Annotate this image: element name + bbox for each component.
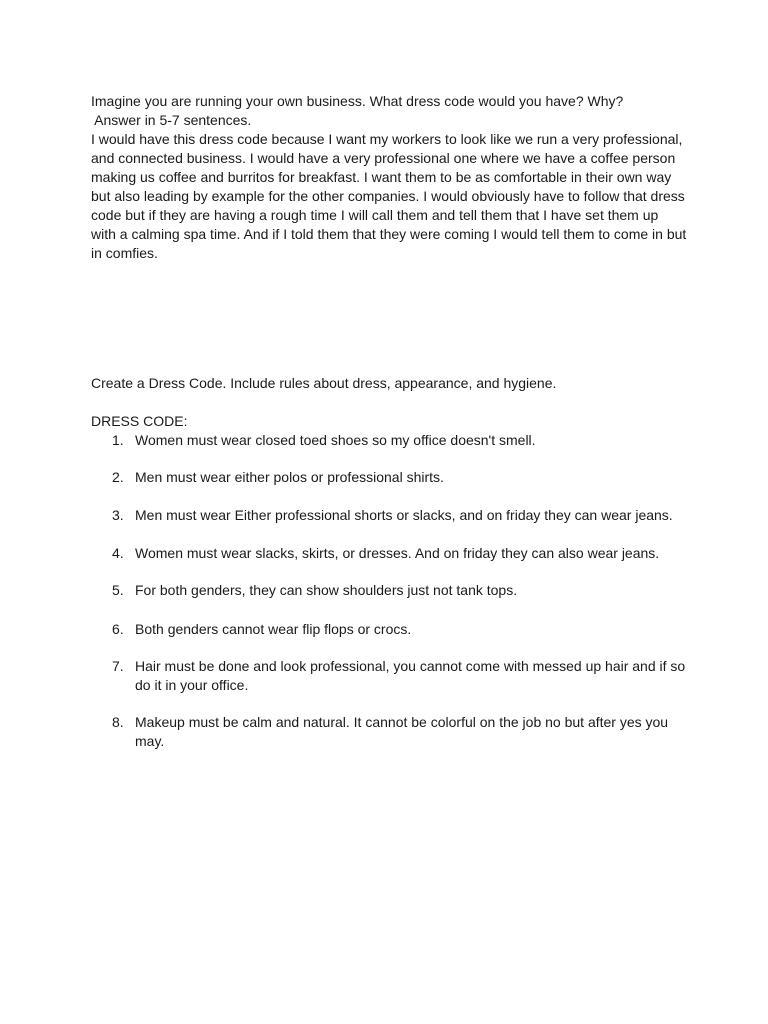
- dress-code-prompt-text: Create a Dress Code. Include rules about dress, appearance, and hygiene.: [91, 375, 557, 391]
- rule-number: 7.: [112, 658, 124, 674]
- answer-line: making us coffee and burritos for breakfast. I want them to be as comfortable in their own way: [91, 169, 672, 185]
- rule-number: 5.: [112, 582, 124, 598]
- answer-line: with a calming spa time. And if I told them that they were coming I would tell them to come in but: [91, 226, 687, 242]
- rule-number: 8.: [112, 714, 124, 730]
- rule-text: do it in your office.: [135, 677, 249, 693]
- rule-text: Women must wear slacks, skirts, or dresses. And on friday they can also wear jeans.: [135, 545, 660, 561]
- rule-text: For both genders, they can show shoulders just not tank tops.: [135, 582, 518, 598]
- dress-code-heading-text: DRESS CODE:: [91, 413, 188, 429]
- rule-text: Both genders cannot wear flip flops or crocs.: [135, 621, 412, 637]
- answer-line: and connected business. I would have a very professional one where we have a coffee person: [91, 150, 676, 166]
- dress-code-prompt: [91, 374, 691, 393]
- dress-code-heading: [91, 412, 691, 431]
- prompt-line: Imagine you are running your own business. What dress code would you have? Why?: [91, 93, 624, 109]
- rule-text: Women must wear closed toed shoes so my office doesn't smell.: [135, 432, 536, 448]
- answer-line: I would have this dress code because I want my workers to look like we run a very professional,: [91, 131, 683, 147]
- answer-line: but also leading by example for the other companies. I would obviously have to follow that dress: [91, 188, 685, 204]
- assignment-prompt: [91, 92, 691, 130]
- rule-number: 6.: [112, 621, 124, 637]
- rule-text: may.: [135, 733, 165, 749]
- rule-number: 1.: [112, 432, 124, 448]
- rule-text: Men must wear either polos or professional shirts.: [135, 469, 444, 485]
- rule-number: 4.: [112, 545, 124, 561]
- rule-number: 2.: [112, 469, 124, 485]
- prompt-line: Answer in 5-7 sentences.: [91, 112, 252, 128]
- rule-text: Makeup must be calm and natural. It cannot be colorful on the job no but after yes you: [135, 714, 669, 730]
- rule-number: 3.: [112, 507, 124, 523]
- answer-line: in comfies.: [91, 245, 158, 261]
- rule-text: Hair must be done and look professional, you cannot come with messed up hair and if so: [135, 658, 686, 674]
- rule-text: Men must wear Either professional shorts or slacks, and on friday they can wear jeans.: [135, 507, 673, 523]
- answer-line: code but if they are having a rough time I will call them and tell them that I have set them up: [91, 207, 659, 223]
- answer-paragraph: [91, 130, 691, 263]
